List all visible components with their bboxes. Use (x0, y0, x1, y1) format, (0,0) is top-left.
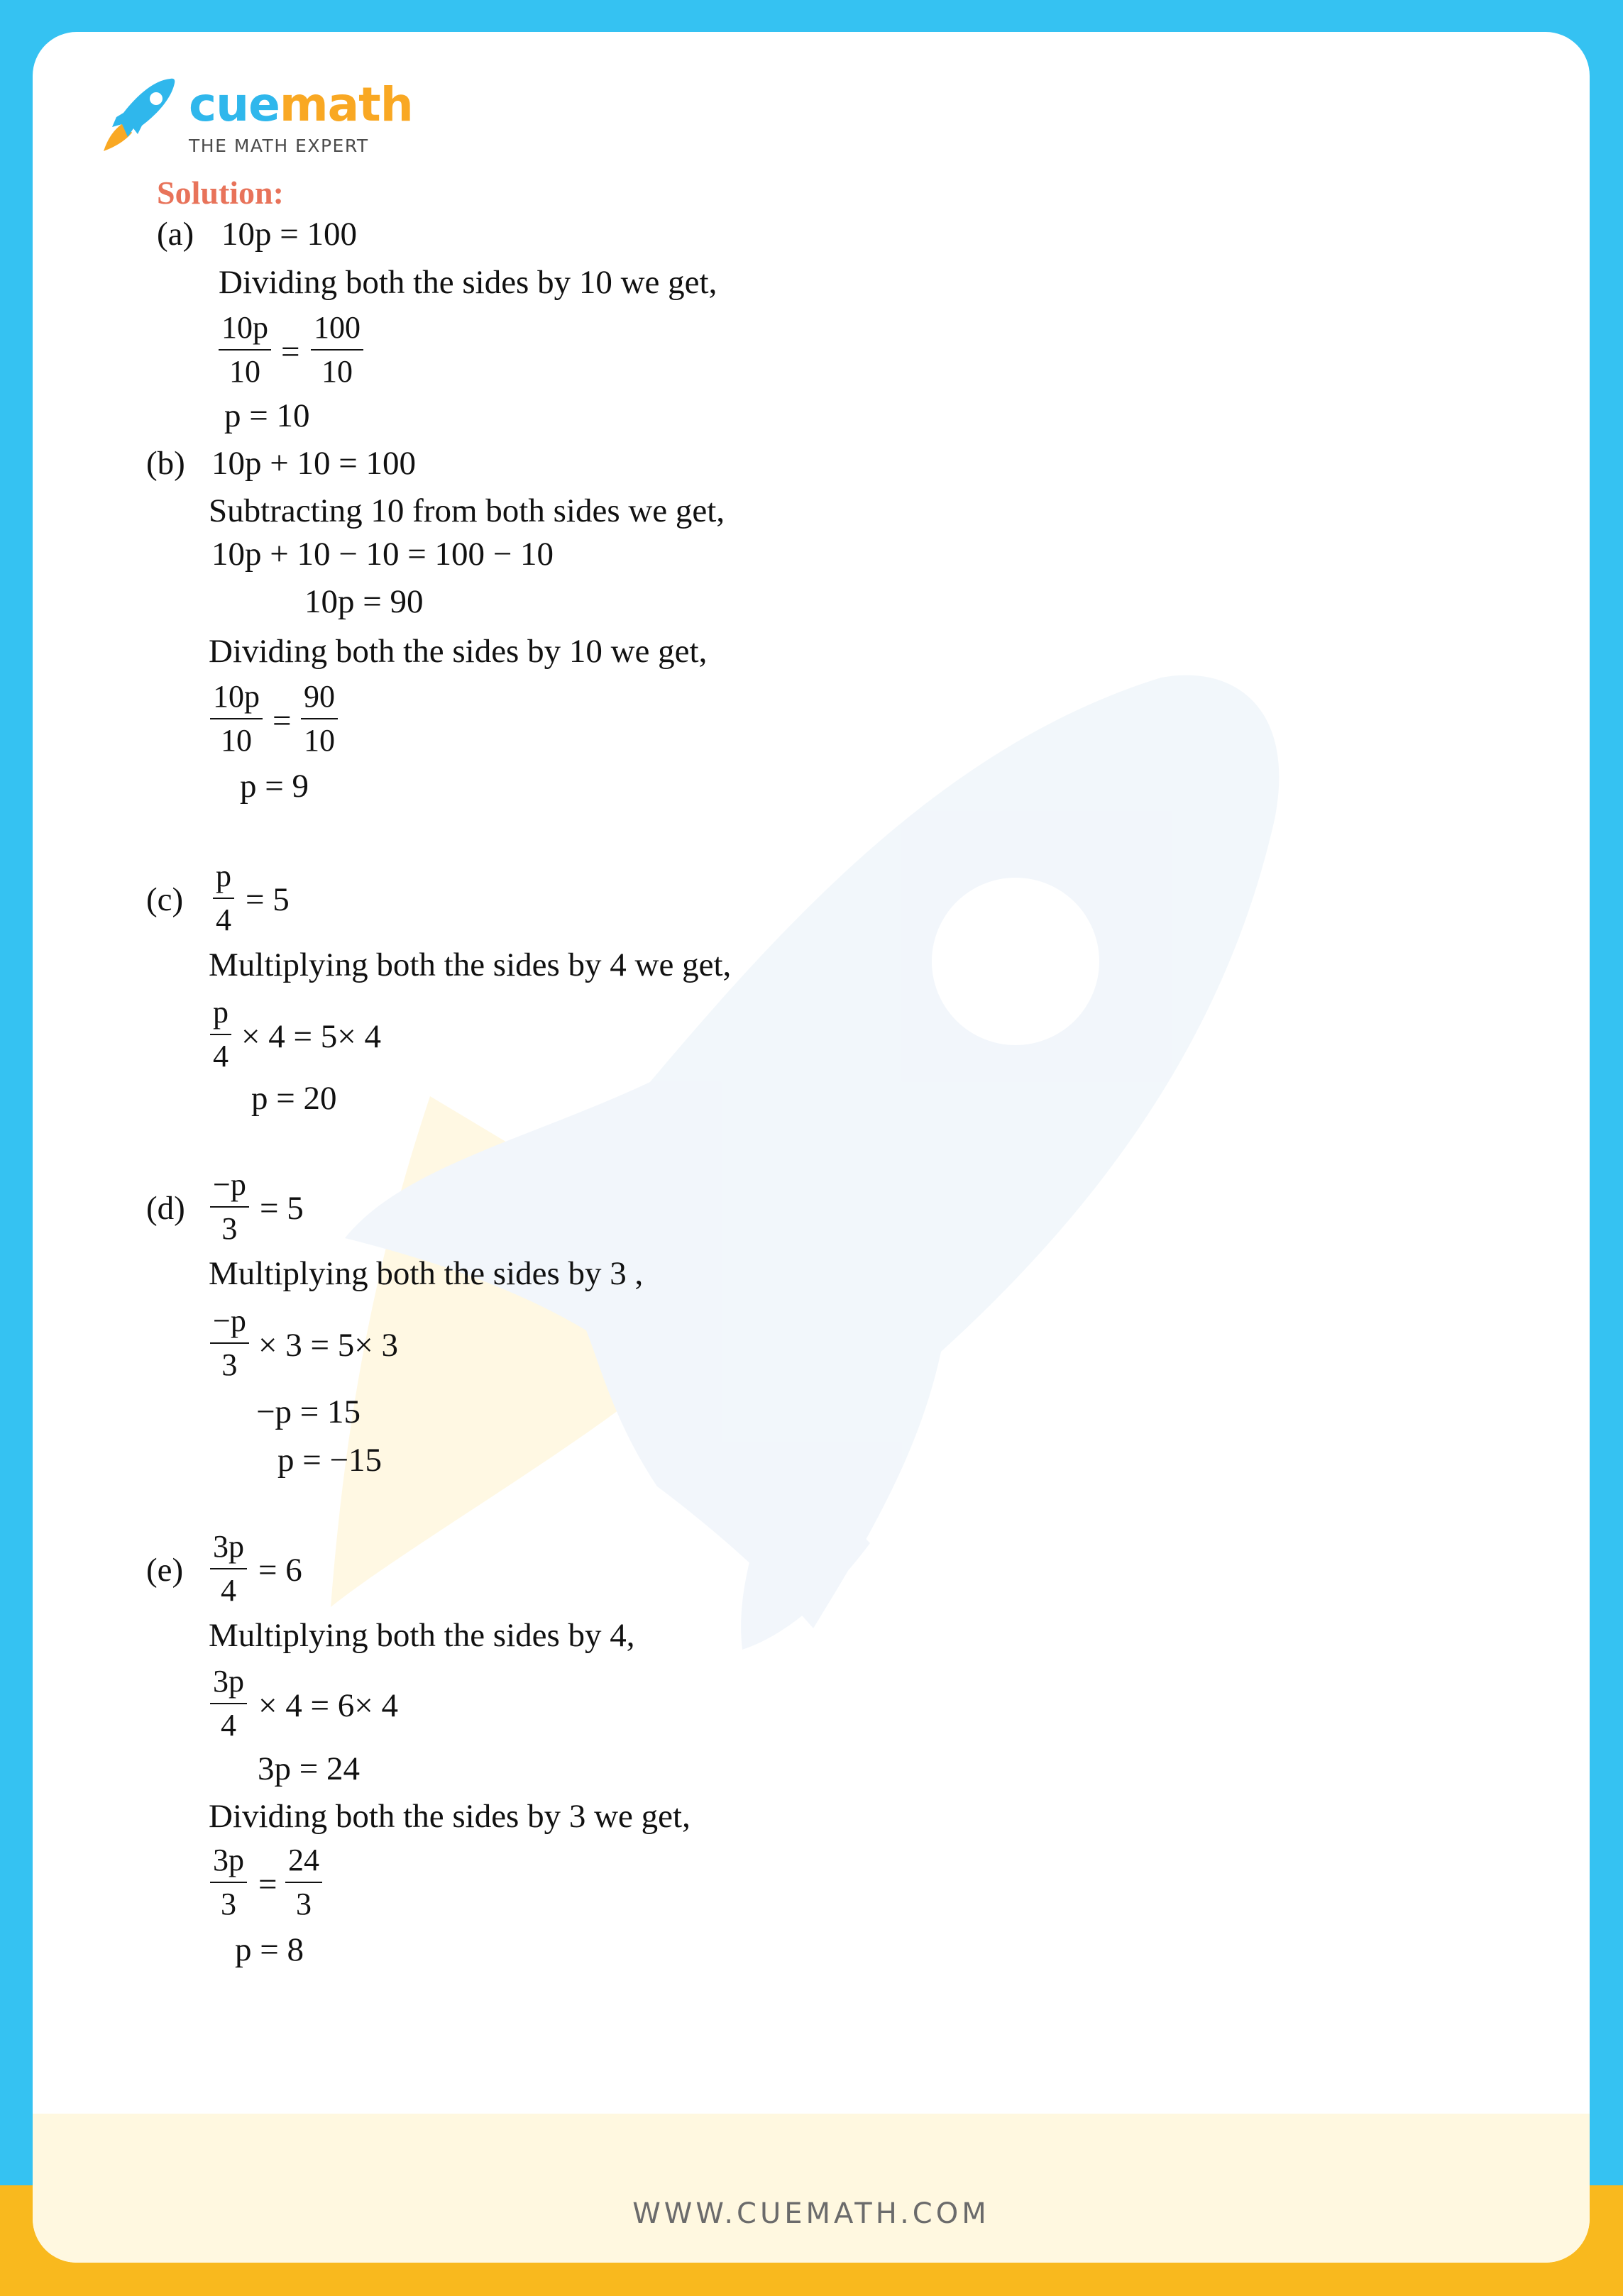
part-e-equation-rhs: = 6 (258, 1552, 302, 1589)
part-b-label: (b) (146, 445, 185, 482)
footer-website-link[interactable]: WWW.CUEMATH.COM (632, 2197, 990, 2230)
part-d-result: p = −15 (277, 1442, 383, 1479)
part-d-line-1: −p = 15 (256, 1393, 361, 1430)
part-b-step-2: Dividing both the sides by 10 we get, (209, 633, 708, 670)
brand-name-math: math (279, 77, 413, 132)
part-d-equation-rhs: = 5 (260, 1190, 304, 1227)
solution-content (33, 32, 1590, 2263)
part-a-fraction-left: $\frac{10p}{10}$ (219, 312, 271, 387)
part-e-multiply-fraction: $\frac{3p}{4}$ (210, 1666, 247, 1741)
part-e-step-2: Dividing both the sides by 3 we get, (209, 1798, 691, 1835)
part-e-equals: = (258, 1866, 277, 1903)
page-sheet (33, 32, 1590, 2263)
part-a-equation: 10p = 100 (221, 216, 358, 253)
part-c-multiply-fraction: $\frac{p}{4}$ (210, 997, 231, 1072)
part-e-line-1: 3p = 24 (258, 1750, 361, 1787)
part-a-label: (a) (157, 216, 194, 253)
part-a-fraction-right: $\frac{100}{10}$ (311, 312, 363, 387)
part-c-step: Multiplying both the sides by 4 we get, (209, 946, 732, 983)
part-d-label: (d) (146, 1190, 185, 1227)
part-b-fraction-left: $\frac{10p}{10}$ (210, 681, 263, 756)
part-c-result: p = 20 (251, 1080, 337, 1117)
part-b-equation: 10p + 10 = 100 (211, 445, 417, 482)
part-b-step-1: Subtracting 10 from both sides we get, (209, 492, 725, 529)
part-d-fraction: $\frac{-p}{3}$ (210, 1169, 249, 1244)
part-b-line-1: 10p + 10 − 10 = 100 − 10 (211, 536, 554, 573)
brand-name-cue: cue (189, 77, 280, 132)
part-d-multiply-rhs: × 3 = 5× 3 (258, 1327, 399, 1364)
part-e-divide-fraction-right: $\frac{24}{3}$ (285, 1845, 322, 1920)
part-d-multiply-fraction: $\frac{-p}{3}$ (210, 1306, 249, 1381)
part-c-label: (c) (146, 881, 184, 918)
part-c-fraction: $\frac{p}{4}$ (213, 861, 234, 936)
part-c-multiply-rhs: × 4 = 5× 4 (241, 1018, 382, 1055)
part-e-fraction: $\frac{3p}{4}$ (210, 1531, 247, 1606)
part-b-fraction-right: $\frac{90}{10}$ (301, 681, 338, 756)
part-d-step: Multiplying both the sides by 3 , (209, 1255, 644, 1292)
brand-tagline: THE MATH EXPERT (189, 136, 369, 156)
part-b-result: p = 9 (240, 768, 309, 805)
part-a-step: Dividing both the sides by 10 we get, (219, 264, 717, 301)
part-e-step-1: Multiplying both the sides by 4, (209, 1617, 635, 1654)
part-e-label: (e) (146, 1552, 184, 1589)
part-b-equals: = (273, 702, 292, 739)
part-e-result: p = 8 (235, 1931, 304, 1968)
part-b-line-2: 10p = 90 (304, 583, 424, 620)
footer-strip (33, 2114, 1590, 2263)
part-e-divide-fraction-left: $\frac{3p}{3}$ (210, 1845, 247, 1920)
part-a-result: p = 10 (224, 397, 310, 434)
solution-heading: Solution: (157, 175, 284, 211)
part-a-equals: = (281, 333, 300, 370)
part-c-equation-rhs: = 5 (246, 881, 290, 918)
part-e-multiply-rhs: × 4 = 6× 4 (258, 1687, 399, 1724)
